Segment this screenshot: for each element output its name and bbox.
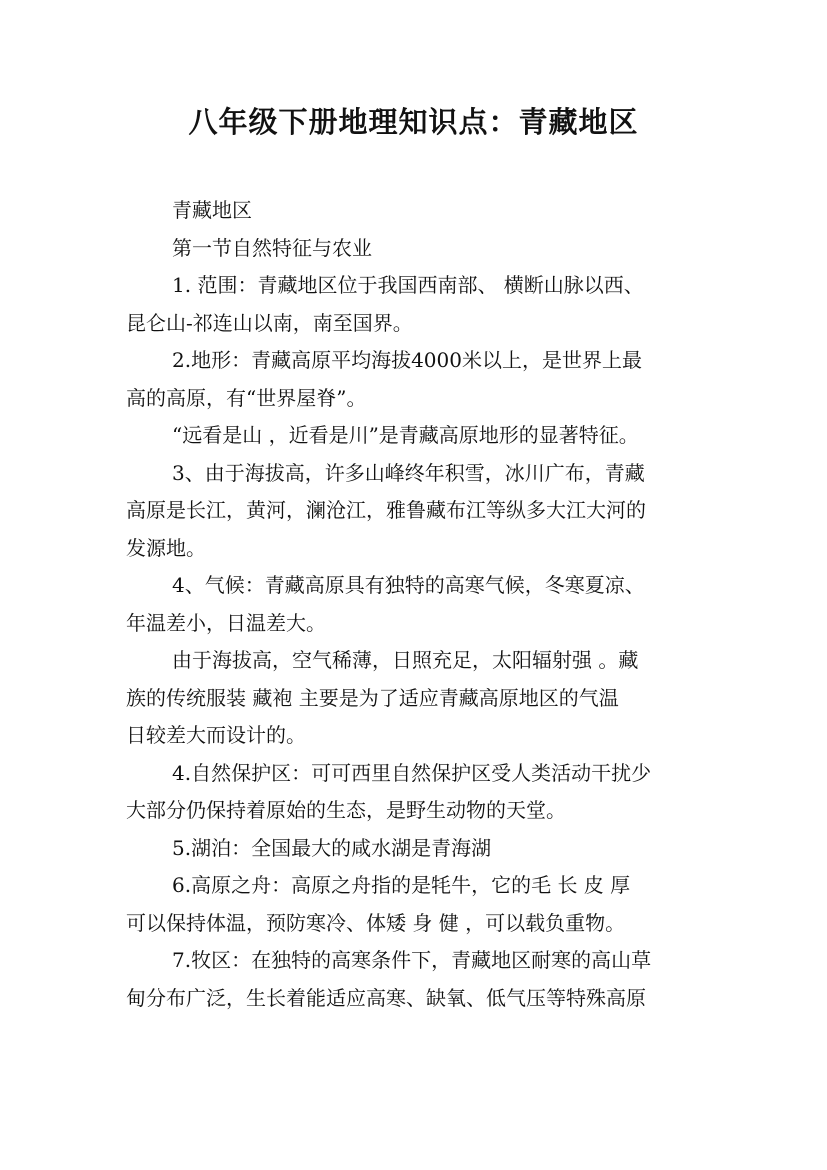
paragraph-line: 年温差小，日温差大。	[126, 610, 326, 635]
chapter-heading: 第一节自然特征与农业	[172, 235, 372, 260]
paragraph-line: “远看是山 ，近看是川”是青藏高原地形的显著特征。	[172, 423, 639, 447]
paragraph-line: 可以保持体温，预防寒冷、体矮 身 健 ，可以载负重物。	[126, 910, 626, 935]
paragraph-line: 1. 范围：青藏地区位于我国西南部、 横断山脉以西、	[172, 273, 644, 297]
paragraph-line: 高原是长江，黄河，澜沧江，雅鲁藏布江等纵多大江大河的	[126, 498, 646, 522]
paragraph-line: 4、气候：青藏高原具有独特的高寒气候，冬寒夏凉、	[172, 573, 645, 597]
paragraph-line: 7.牧区：在独特的高寒条件下，青藏地区耐寒的高山草	[172, 948, 652, 972]
section-heading: 青藏地区	[172, 198, 252, 222]
paragraph-line: 4.自然保护区：可可西里自然保护区受人类活动干扰少	[172, 760, 652, 785]
document-body	[126, 192, 716, 1017]
paragraph-line: 6.高原之舟：高原之舟指的是牦牛，它的毛 长 皮 厚	[172, 873, 631, 897]
paragraph-line: 族的传统服装 藏袍 主要是为了适应青藏高原地区的气温	[126, 685, 619, 710]
paragraph-line: 昆仑山-祁连山以南，南至国界。	[126, 310, 413, 335]
paragraph-line: 发源地。	[126, 535, 206, 560]
paragraph-line: 高的高原，有“世界屋脊”。	[126, 385, 367, 410]
paragraph-line: 3、由于海拔高，许多山峰终年积雪，冰川广布，青藏	[172, 460, 645, 485]
document-title: 八年级下册地理知识点：青藏地区	[188, 105, 639, 139]
paragraph-line: 2.地形：青藏高原平均海拔4000米以上，是世界上最	[172, 348, 642, 372]
paragraph-line: 5.湖泊：全国最大的咸水湖是青海湖	[172, 835, 492, 860]
paragraph-line: 由于海拔高，空气稀薄，日照充足，太阳辐射强 。藏	[172, 648, 639, 672]
paragraph-line: 大部分仍保持着原始的生态，是野生动物的天堂。	[126, 798, 566, 822]
paragraph-line: 甸分布广泛，生长着能适应高寒、缺氧、低气压等特殊高原	[126, 985, 646, 1010]
paragraph-line: 日较差大而设计的。	[126, 723, 306, 747]
